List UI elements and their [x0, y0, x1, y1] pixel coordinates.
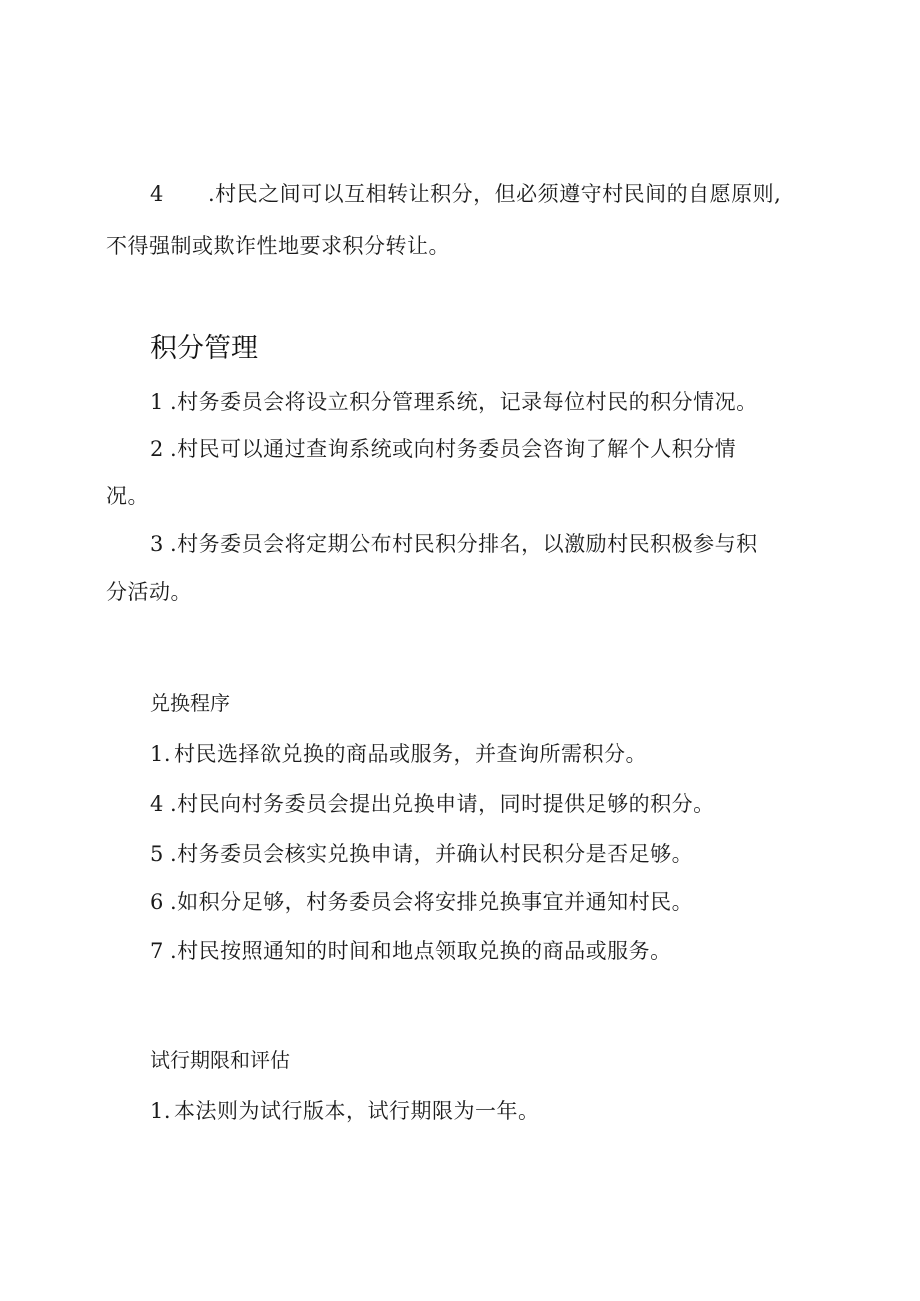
- transfer-rule-text-2: 不得强制或欺诈性地要求积分转让。: [106, 234, 450, 258]
- points-item-1-text: .村务委员会将设立积分管理系统，记录每位村民的积分情况。: [170, 390, 758, 414]
- points-item-1-number: 1: [150, 390, 164, 414]
- transfer-rule-text-1: .村民之间可以互相转让积分，但必须遵守村民间的自愿原则,: [208, 182, 782, 206]
- points-item-3-line-1: [150, 530, 758, 558]
- points-item-2-number: 2: [150, 437, 164, 461]
- redemption-item-5-text: .村民按照通知的时间和地点领取兑换的商品或服务。: [170, 939, 672, 963]
- redemption-item-5: [150, 937, 672, 965]
- points-item-3-line-2: [106, 578, 192, 606]
- redemption-item-1-number: 1.: [150, 742, 172, 766]
- points-item-2-line-1: [150, 435, 736, 463]
- points-item-2-text-1: .村民可以通过查询系统或向村务委员会咨询了解个人积分情: [170, 437, 737, 461]
- redemption-item-4-text: .如积分足够，村务委员会将安排兑换事宜并通知村民。: [170, 890, 694, 914]
- redemption-item-3: [150, 840, 693, 868]
- redemption-item-4-number: 6: [150, 890, 164, 914]
- transfer-rule-number: 4: [150, 182, 164, 206]
- section-title-trial-period: 试行期限和评估: [150, 1048, 290, 1072]
- trial-item-1-text: 本法则为试行版本，试行期限为一年。: [174, 1099, 540, 1123]
- points-item-2-line-2: [106, 482, 149, 510]
- trial-item-1: [150, 1097, 540, 1125]
- points-item-3-number: 3: [150, 532, 164, 556]
- points-item-3-text-2: 分活动。: [106, 580, 192, 604]
- redemption-item-1: [150, 740, 647, 768]
- trial-item-1-number: 1.: [150, 1099, 172, 1123]
- redemption-item-5-number: 7: [150, 939, 164, 963]
- points-item-3-text-1: .村务委员会将定期公布村民积分排名，以激励村民积极参与积: [170, 532, 758, 556]
- redemption-item-3-text: .村务委员会核实兑换申请，并确认村民积分是否足够。: [170, 842, 694, 866]
- points-item-1: [150, 388, 758, 416]
- transfer-rule-line-2: [106, 232, 450, 260]
- redemption-item-2-number: 4: [150, 792, 164, 816]
- redemption-item-4: [150, 888, 693, 916]
- redemption-item-2-text: .村民向村务委员会提出兑换申请，同时提供足够的积分。: [170, 792, 715, 816]
- points-item-2-text-2: 况。: [106, 484, 149, 508]
- section-title-points-management: 积分管理: [150, 333, 258, 364]
- section-title-redemption: 兑换程序: [150, 691, 230, 715]
- redemption-item-2: [150, 790, 715, 818]
- redemption-item-1-text: 村民选择欲兑换的商品或服务，并查询所需积分。: [174, 742, 647, 766]
- redemption-item-3-number: 5: [150, 842, 164, 866]
- transfer-rule-line-1: [150, 180, 781, 208]
